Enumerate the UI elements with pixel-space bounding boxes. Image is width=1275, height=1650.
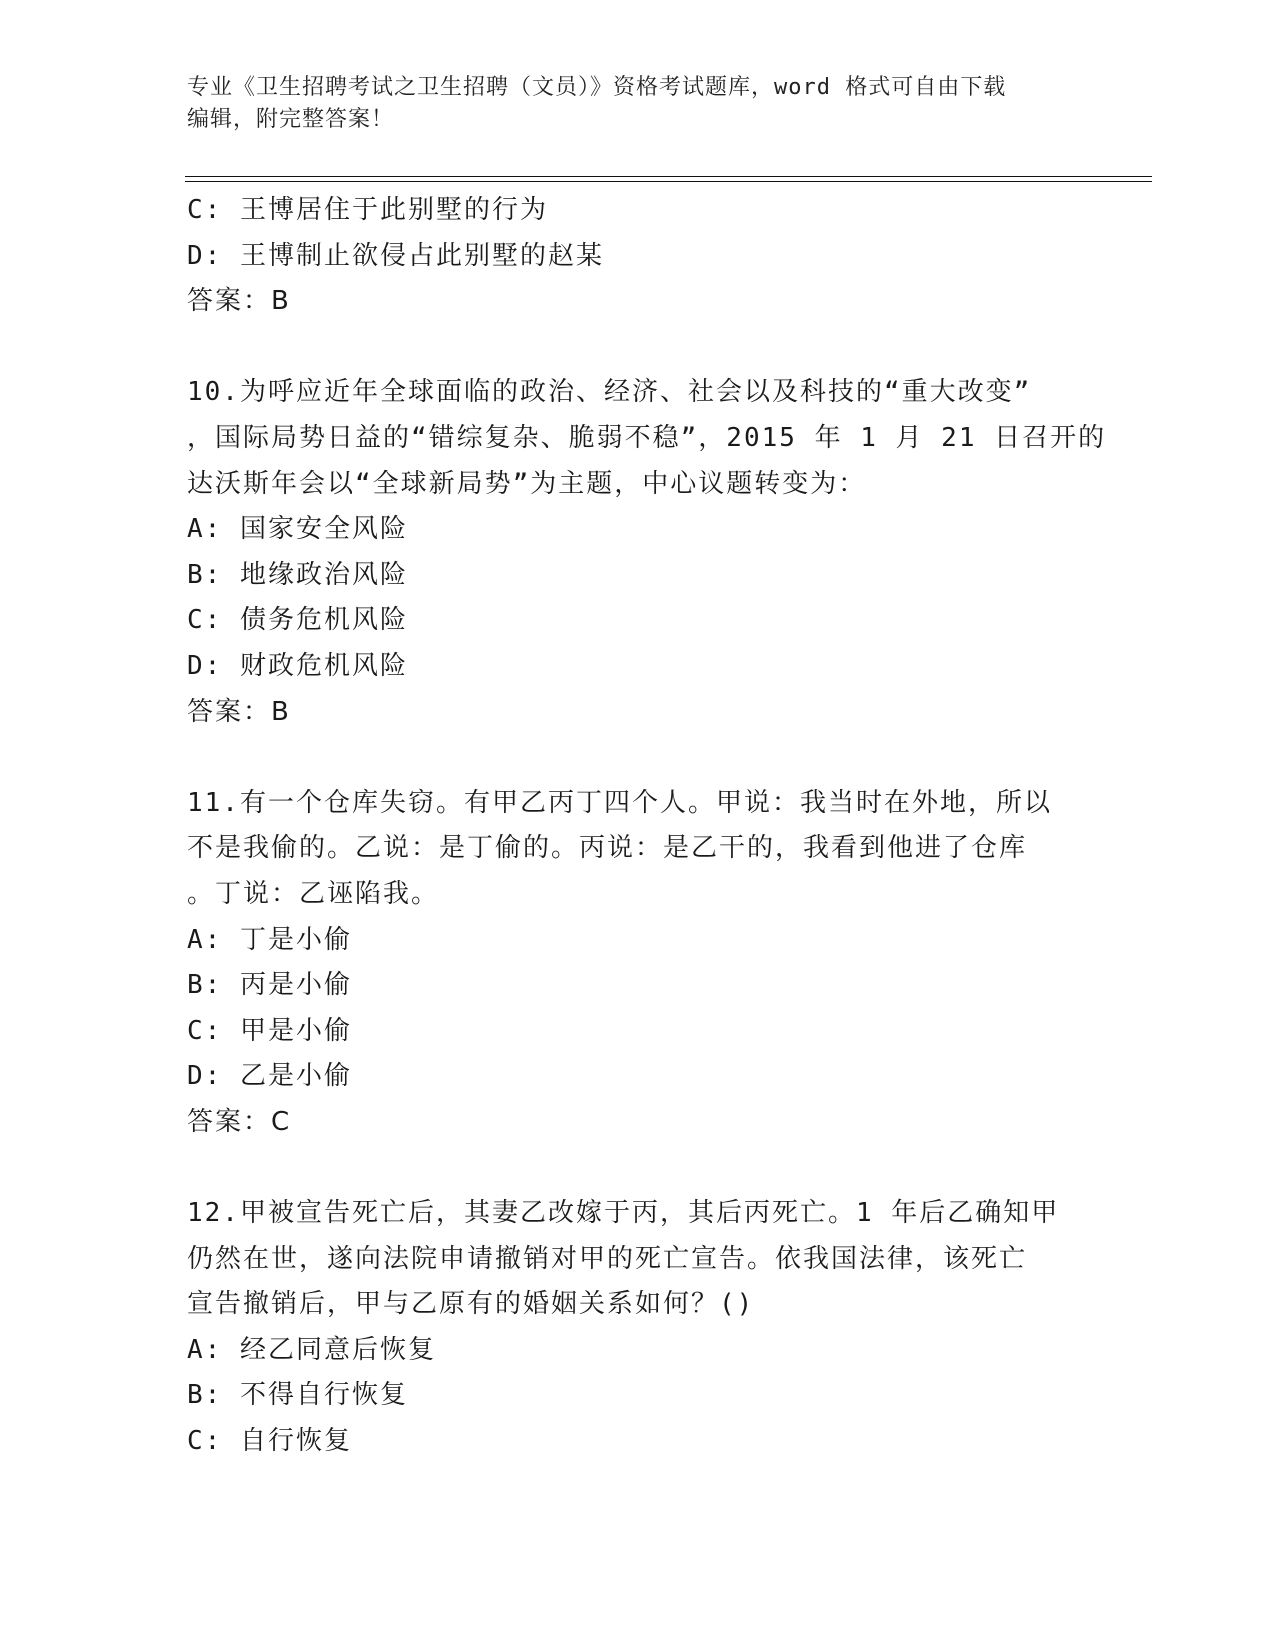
question-text-line: 达沃斯年会以“全球新局势”为主题，中心议题转变为： (187, 468, 867, 499)
question-spacer (187, 325, 1087, 371)
header-divider-second (185, 181, 1152, 182)
option-b: B: 地缘政治风险 (187, 559, 408, 590)
question-spacer (187, 1145, 1087, 1191)
question-text-line: 10.为呼应近年全球面临的政治、经济、社会以及科技的“重大改变” (187, 377, 1032, 408)
option-c: C: 自行恢复 (187, 1426, 352, 1457)
option-b: B: 不得自行恢复 (187, 1380, 408, 1411)
option-a: A: 国家安全风险 (187, 514, 408, 545)
option-a: A: 经乙同意后恢复 (187, 1334, 436, 1365)
option-c: C: 债务危机风险 (187, 605, 408, 636)
answer-line: 答案：B (187, 696, 291, 727)
question-10 (187, 370, 1107, 735)
question-text-line: 11.有一个仓库失窃。有甲乙丙丁四个人。甲说：我当时在外地，所以 (187, 787, 1052, 818)
question-text-line: 不是我偷的。乙说：是丁偷的。丙说：是乙干的，我看到他进了仓库 (187, 833, 1028, 864)
question-12 (187, 1191, 1087, 1465)
question-text-line: 仍然在世，遂向法院申请撤销对甲的死亡宣告。依我国法律，该死亡 (187, 1243, 1028, 1274)
previous-question-tail (187, 188, 1087, 325)
question-text-line: 。丁说：乙诬陷我。 (187, 878, 440, 909)
question-content (187, 188, 1107, 1465)
question-text-line: ，国际局势日益的“错综复杂、脆弱不稳”，2015 年 1 月 21 日召开的 (187, 422, 1107, 453)
option-d: D: 乙是小偷 (187, 1061, 352, 1092)
option-b: B: 丙是小偷 (187, 970, 352, 1001)
answer-line: 答案：C (187, 1106, 292, 1137)
header-line-1: 专业《卫生招聘考试之卫生招聘（文员）》资格考试题库，word 格式可自由下载 (187, 75, 1007, 100)
question-11 (187, 781, 1087, 1146)
option-c: C: 王博居住于此别墅的行为 (187, 195, 548, 225)
question-text-line: 宣告撤销后，甲与乙原有的婚姻关系如何？() (187, 1289, 755, 1320)
option-a: A: 丁是小偷 (187, 924, 352, 955)
header-line-2: 编辑，附完整答案！ (187, 107, 395, 132)
page-header (187, 72, 1067, 136)
option-d: D: 王博制止欲侵占此别墅的赵某 (187, 240, 604, 271)
question-text-line: 12.甲被宣告死亡后，其妻乙改嫁于丙，其后丙死亡。1 年后乙确知甲 (187, 1198, 1060, 1229)
question-spacer (187, 735, 1087, 781)
answer-line: 答案：B (187, 286, 291, 317)
header-divider (185, 176, 1152, 177)
option-d: D: 财政危机风险 (187, 650, 408, 681)
option-c: C: 甲是小偷 (187, 1015, 352, 1046)
